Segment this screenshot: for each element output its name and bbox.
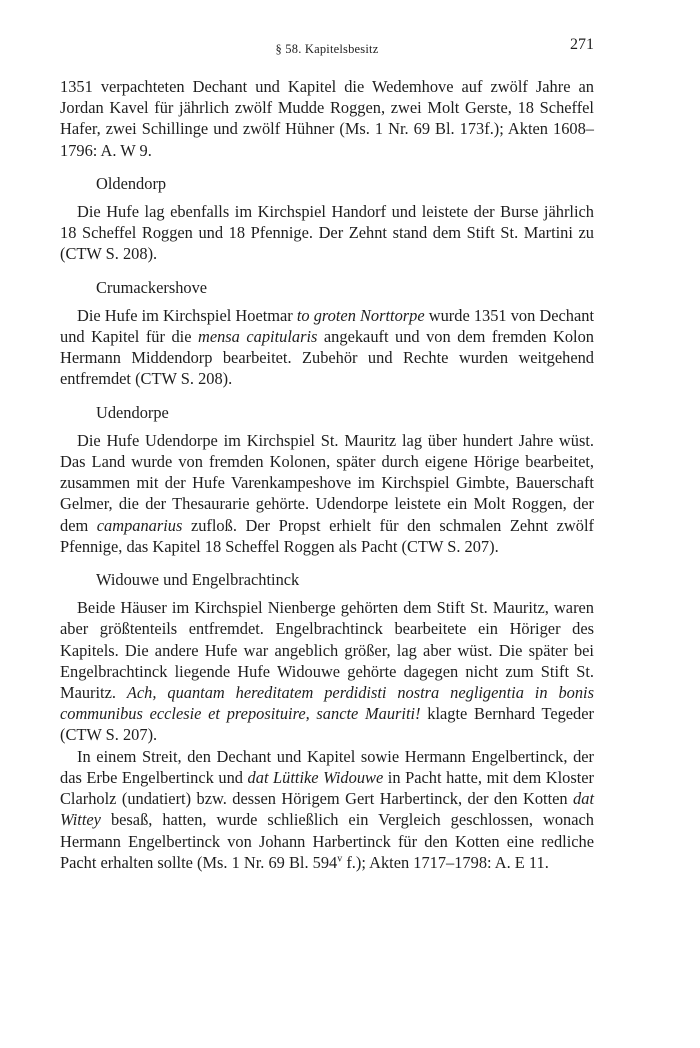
italic-term: to groten Norttorpe xyxy=(296,305,425,325)
italic-term: dat Lüttike Widouwe xyxy=(247,767,384,787)
paragraph-widouwe-2 xyxy=(60,746,594,873)
text-run: in Pacht hatte, mit dem Kloster Clarholz (undatiert) bzw. dessen Hörigem Gert Harbertinck, der den Kotten xyxy=(60,767,595,809)
text-run: Die Hufe im Kirchspiel Hoetmar xyxy=(77,305,297,325)
paragraph-widouwe-1 xyxy=(60,597,594,745)
italic-term: dat Wittey xyxy=(60,789,594,830)
running-head: § 58. Kapitelsbesitz xyxy=(275,42,379,56)
text-run: besaß, hatten, wurde schließlich ein Vergleich geschlossen, wonach Hermann Engelbertinck von Johann Harbertinck für den Kotten eine redliche Pacht erhalten sollte (Ms. 1 Nr. 69 Bl. 594 xyxy=(60,810,594,872)
heading-oldendorp: Oldendorp xyxy=(96,173,167,193)
text-run: In einem Streit, den Dechant und Kapitel sowie Hermann Engelbertinck, der das Erbe Engelbertinck und xyxy=(60,746,594,787)
text-run: Die Hufe Udendorpe im Kirchspiel St. Mauritz lag über hundert Jahre wüst. Das Land wurde von fremden Kolonen, später durch eigene Hörige bearbeitet, zusammen mit der Hufe Varenkampeshove im Kirchspiel Gimbte, Bauerschaft Gelmer, die der Thesaurarie gehörte. Udendorpe leistete ein Molt Roggen, der dem xyxy=(60,430,594,535)
paragraph-udendorpe xyxy=(60,430,594,557)
text-run: zufloß. Der Propst erhielt für den schmalen Zehnt zwölf Pfennige, das Kapitel 18 Scheffel Roggen als Pacht (CTW S. 207). xyxy=(60,515,594,556)
paragraph-oldendorp: Die Hufe lag ebenfalls im Kirchspiel Handorf und leistete der Burse jährlich 18 Scheffel Roggen und 18 Pfennige. Der Zehnt stand dem Stift St. Martini zu (CTW S. 208). xyxy=(60,202,594,264)
heading-udendorpe: Udendorpe xyxy=(96,402,169,422)
heading-crumackershove: Crumackershove xyxy=(96,277,208,297)
text-run: Beide Häuser im Kirchspiel Nienberge gehörten dem Stift St. Mauritz, waren aber größtenteils entfremdet. Engelbrachtinck bearbeitete ein Höriger des Kapitels. Die andere Hufe war angeblich größer, lag aber wüst. Die später bei Engelbrachtinck liegende Hufe Widouwe gehörte dagegen nicht zum Stift St. Mauritz. xyxy=(60,598,594,703)
text-run: wurde 1351 von Dechant und Kapitel für die xyxy=(60,305,594,347)
text-run: klagte Bernhard Tegeder (CTW S. 207). xyxy=(60,704,594,745)
text-run: angekauft und von dem fremden Kolon Hermann Middendorp bearbeitet. Zubehör und Rechte wurden weitgehend entfremdet (CTW S. 208). xyxy=(60,327,595,389)
paragraph-wedemhove: 1351 verpachteten Dechant und Kapitel die Wedemhove auf zwölf Jahre an Jordan Kavel für jährlich zwölf Mudde Roggen, zwei Molt Gerste, 18 Scheffel Hafer, zwei Schillinge und zwölf Hühner (Ms. 1 Nr. 69 Bl. 173f.); Akten 1608–1796: A. W 9. xyxy=(60,77,594,160)
page-header xyxy=(60,36,594,58)
heading-widouwe-engelbrachtinck: Widouwe und Engelbrachtinck xyxy=(96,570,300,590)
text-run: f.); Akten 1717–1798: A. E 11. xyxy=(342,852,549,872)
folio-verso-marker: v xyxy=(337,853,343,865)
paragraph-crumackershove xyxy=(60,305,594,390)
italic-term: campanarius xyxy=(96,515,183,535)
page-number: 271 xyxy=(570,36,594,53)
italic-term: mensa capitularis xyxy=(197,327,318,347)
body-text xyxy=(60,76,594,873)
italic-quotation: Ach, quantam hereditatem perdidisti nostra negligentia in bonis communibus ecclesie et preposituire, sancte Mauriti! xyxy=(60,683,594,724)
